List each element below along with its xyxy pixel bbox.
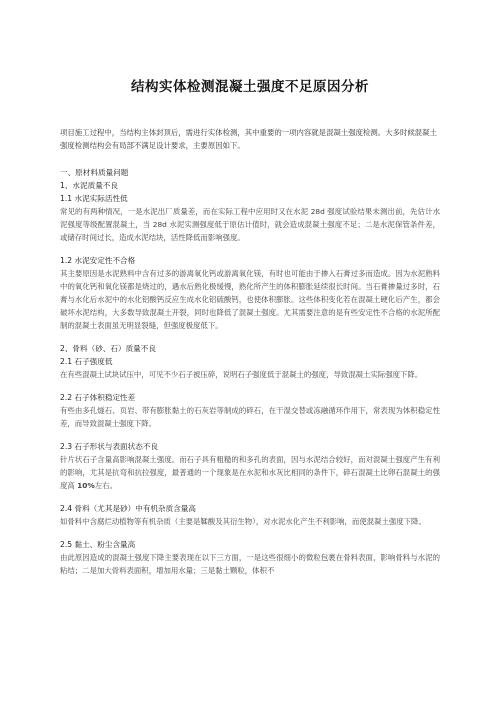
item-2-2-heading: 2.2 石子体积稳定性差 xyxy=(60,393,136,402)
item-1-2-text: 其主要原因是水泥熟料中含有过多的游离氧化钙或游离氧化镁，有时也可能由于掺入石膏过多而造成。因为水泥熟料中的氧化钙和氧化镁都是烧过的，遇水后熟化极缓慢，熟化所产生的体积膨胀延续很长时间。当石膏掺量过多时，石膏与水化后水泥中的水化铝酸钙反应生成水化铝硫酸钙，也使体积膨胀。这些体积变化若在混凝土硬化后产生，都会破坏水泥结构，大多数导致混凝土开裂，同时也降低了混凝土强度。尤其需要注意的是有些安定性不合格的水泥所配制的混凝土表面虽无明显裂缝，但强度极度低下。 xyxy=(60,269,440,330)
item-2-2-text: 有些由多孔燧石、页岩、带有膨胀黏土的石灰岩等制成的碎石，在干湿交替或冻融循环作用下，常表现为体积稳定性差，而导致混凝土强度下降。 xyxy=(60,406,440,428)
item-2-3-text xyxy=(60,453,440,492)
section-2 xyxy=(60,342,440,577)
item-1-2 xyxy=(60,254,440,332)
item-2-3 xyxy=(60,440,440,492)
item-2-1-heading: 2.1 石子强度低 xyxy=(60,357,113,366)
document-title: 结构实体检测混凝土强度不足原因分析 xyxy=(131,79,369,95)
item-2-3-text-before: 针片状石子含量高影响混凝土强度。而石子具有粗糙的和多孔的表面，因与水泥结合较好，而对混凝土强度产生有利的影响，尤其是抗弯和抗拉强度，最普通的一个现象是在水泥和水灰比相同的条件下，碎石混凝土比卵石混凝土的强度高 xyxy=(60,455,440,490)
intro-paragraph: 项目施工过程中，当结构主体封顶后，需进行实体检测，其中重要的一项内容就是混凝土强度检测。大多时候混凝土强度检测结构会有局部不满足设计要求，主要原因如下。 xyxy=(60,128,437,150)
item-2-4-heading: 2.4 骨料（尤其是砂）中有机杂质含量高 xyxy=(60,504,196,513)
item-2-4-text: 如骨料中含腐烂动植物等有机杂质（主要是鞣酸及其衍生物），对水泥水化产生不利影响，而使混凝土强度下降。 xyxy=(60,517,426,526)
item-1-1-heading: 1.1 水泥实际活性低 xyxy=(60,194,128,203)
item-2-5-heading: 2.5 黏土、粉尘含量高 xyxy=(60,540,136,549)
item-2-3-text-bold: 10% xyxy=(77,481,95,490)
item-2-5 xyxy=(60,538,440,577)
item-2-4 xyxy=(60,502,440,528)
item-1-2-heading: 1.2 水泥安定性不合格 xyxy=(60,256,136,265)
item-2-3-heading: 2.3 石子形状与表面状态不良 xyxy=(60,442,159,451)
item-2-3-text-after: 左右。 xyxy=(94,481,118,490)
item-2-1-text: 在有些混凝土试块试压中，可见不少石子被压碎，说明石子强度低于混凝土的强度，导致混凝土实际强度下降。 xyxy=(60,370,423,379)
section-1-heading: 一、原材料质量问题 xyxy=(60,168,129,177)
section-1-subheading: 1、水泥质量不良 xyxy=(60,181,118,190)
section-1 xyxy=(60,166,440,332)
item-2-2 xyxy=(60,391,440,430)
item-2-5-text: 由此原因造成的混凝土强度下降主要表现在以下三方面，一是这些很细小的微粒包裹在骨料表面，影响骨料与水泥的粘结；二是加大骨料表面积，增加用水量；三是黏土颗粒，体积不 xyxy=(60,553,440,575)
section-2-heading: 2、骨料（砂、石）质量不良 xyxy=(60,344,156,353)
item-1-1-text: 常见的有两种情况，一是水泥出厂质量差，而在实际工程中应用时又在水泥 28d 强度试验结果未测出前，先估计水泥强度等级配置混凝土，当 28d 水泥实测强度低于原估计值时，就会造成混凝土强度不足；二是水泥保管条件差，或储存时间过长，造成水泥结块，活性降低而影响强度。 xyxy=(60,207,440,242)
